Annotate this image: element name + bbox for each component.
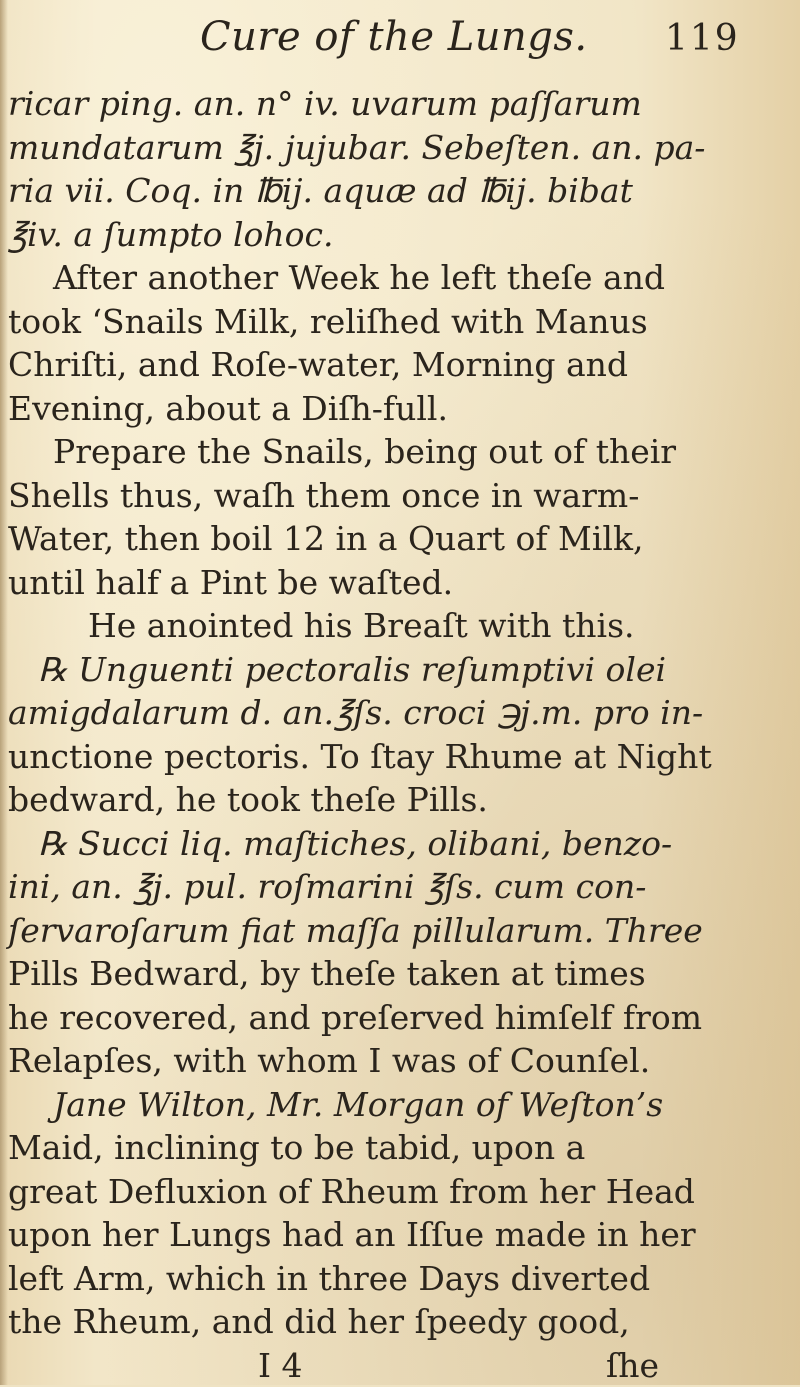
text-line: ſervaroſarum fiat maſſa pillularum. Three <box>8 909 668 953</box>
text-line: the Rheum, and did her ſpeedy good, <box>8 1300 668 1344</box>
text-line: Jane Wilton, Mr. Morgan of Weſton’s <box>8 1083 668 1127</box>
footer-line <box>8 1344 668 1387</box>
text-line: ℞ Succi liq. maſtiches, olibani, benzo- <box>8 822 668 866</box>
text-line: took ‘Snails Milk, reliſhed with Manus <box>8 300 668 344</box>
text-line: ria vii. Coq. in ℔ij. aquæ ad ℔ij. bibat <box>8 169 668 213</box>
text-line: ℥iv. a ſumpto lohoc. <box>8 213 668 257</box>
text-line: Evening, about a Diſh-full. <box>8 387 668 431</box>
text-line: Relapſes, with whom I was of Counſel. <box>8 1039 668 1083</box>
page-number: 119 <box>665 18 740 59</box>
text-line: upon her Lungs had an Iſſue made in her <box>8 1213 668 1257</box>
binding-edge <box>0 0 8 1385</box>
text-line: ℞ Unguenti pectoralis reſumptivi olei <box>8 648 668 692</box>
running-title: Cure of the Lungs. <box>200 14 588 60</box>
text-line: He anointed his Breaſt with this. <box>8 604 668 648</box>
text-line: Shells thus, waſh them once in warm- <box>8 474 668 518</box>
text-line: unctione pectoris. To ſtay Rhume at Night <box>8 735 668 779</box>
text-line: he recovered, and preſerved himſelf from <box>8 996 668 1040</box>
text-line: until half a Pint be waſted. <box>8 561 668 605</box>
text-line: ini, an. ℥j. pul. roſmarini ℥ſs. cum con- <box>8 865 668 909</box>
text-line: left Arm, which in three Days diverted <box>8 1257 668 1301</box>
signature-mark: I 4 <box>258 1344 303 1387</box>
catchword: ſhe <box>606 1344 659 1387</box>
text-line: ricar ping. an. n° iv. uvarum paſſarum <box>8 82 668 126</box>
text-line: After another Week he left theſe and <box>8 256 668 300</box>
text-line: Water, then boil 12 in a Quart of Milk, <box>8 517 668 561</box>
text-line: Maid, inclining to be tabid, upon a <box>8 1126 668 1170</box>
text-line: Chriſti, and Roſe-water, Morning and <box>8 343 668 387</box>
text-line: bedward, he took theſe Pills. <box>8 778 668 822</box>
text-line: Prepare the Snails, being out of their <box>8 430 668 474</box>
page-header <box>0 12 800 72</box>
text-line: Pills Bedward, by theſe taken at times <box>8 952 668 996</box>
text-line: amigdalarum d. an.℥ſs. croci ℈j.m. pro in- <box>8 691 668 735</box>
body-text <box>8 82 668 1387</box>
text-line: great Defluxion of Rheum from her Head <box>8 1170 668 1214</box>
text-line: mundatarum ℥j. jujubar. Sebeſten. an. pa- <box>8 126 668 170</box>
